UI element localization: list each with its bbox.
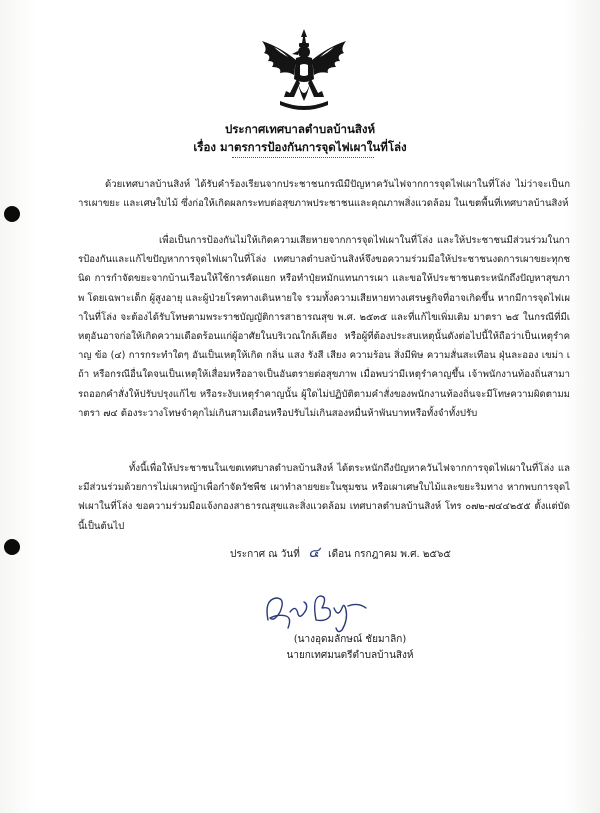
- announcement-subject: เรื่อง มาตรการป้องกันการจุดไฟเผาในที่โล่ง: [193, 140, 407, 154]
- garuda-emblem-icon: [258, 27, 350, 115]
- date-day-handwritten: ๔: [308, 543, 320, 561]
- signer-position: นายกเทศมนตรีตำบลบ้านสิงห์: [286, 650, 414, 661]
- date-line: [230, 540, 590, 564]
- paragraph-3: ทั้งนี้เพื่อให้ประชาชนในเขตเทศบาลตำบลบ้านสิงห์ ได้ตระหนักถึงปัญหาควันไฟจากการจุดไฟเผาในที่โล่ง และมีส่วนร่วมด้วยการไม่เผาหญ้าเพื่อกำจัดวัชพืช เผาทำลายขยะในชุมชน หรือเผาเศษใบไม้และขยะริมทาง หากพบการจุดไฟเผาในที่โล่ง ขอความร่วมมือแจ้งกองสาธารณสุขและสิ่งแวดล้อม เทศบาลตำบลบ้านสิงห์ โทร ๐๗๒-๗๔๔๒๕๕ ตั้งแต่บัดนี้เป็นต้นไป: [78, 463, 570, 532]
- date-month-year: เดือน กรกฎาคม พ.ศ. ๒๕๖๕: [328, 549, 451, 560]
- signer-block: [250, 632, 450, 664]
- date-prefix: ประกาศ ณ วันที่: [230, 549, 300, 560]
- signer-name: (นางอุดมลักษณ์ ชัยมาลิก): [293, 634, 407, 645]
- paragraph-2: เพื่อเป็นการป้องกันไม่ให้เกิดความเสียหายจากการจุดไฟเผาในที่โล่ง และให้ประชาชนมีส่วนร่วมในการป้องกันและแก้ไขปัญหาการจุดไฟเผาในที่โล่ง เทศบาลตำบลบ้านสิงห์จึงขอความร่วมมือให้ประชาชนงดการเผาขยะทุกชนิด การกำจัดขยะจากบ้านเรือนให้ใช้การคัดแยก หรือทำปุ๋ยหมักแทนการเผา และขอให้ประชาชนตระหนักถึงปัญหาสุขภาพ โดยเฉพาะเด็ก ผู้สูงอายุ และผู้ป่วยโรคทางเดินหายใจ รวมทั้งความเสียหายทางเศรษฐกิจที่อาจเกิดขึ้น หากมีการจุดไฟเผาในที่โล่ง จะต้องได้รับโทษตามพระราชบัญญัติการสาธารณสุข พ.ศ. ๒๕๓๕ และที่แก้ไขเพิ่มเติม มาตรา ๒๕ ในกรณีที่มีเหตุอันอาจก่อให้เกิดความเดือดร้อนแก่ผู้อาศัยในบริเวณใกล้เคียง หรือผู้ที่ต้องประสบเหตุนั้นดังต่อไปนี้ให้ถือว่าเป็นเหตุรำคาญ ข้อ (๔) การกระทำใดๆ อันเป็นเหตุให้เกิด กลิ่น แสง รังสี เสียง ความร้อน สิ่งมีพิษ ความสั่นสะเทือน ฝุ่นละออง เขม่า เถ้า หรือกรณีอื่นใดจนเป็นเหตุให้เสื่อมหรืออาจเป็นอันตรายต่อสุขภาพ เมื่อพบว่ามีเหตุรำคาญขึ้น เจ้าพนักงานท้องถิ่นสามารถออกคำสั่งให้ปรับปรุงแก้ไข หรือระงับเหตุรำคาญนั้น ผู้ใดไม่ปฏิบัติตามคำสั่งของพนักงานท้องถิ่นจะมีโทษความผิดตามมาตรา ๗๔ ต้องระวางโทษจำคุกไม่เกินสามเดือนหรือปรับไม่เกินสองหมื่นห้าพันบาทหรือทั้งจำทั้งปรับ: [78, 235, 570, 419]
- punch-hole-top: [4, 206, 20, 222]
- punch-hole-bottom: [4, 539, 20, 555]
- title-divider: [232, 157, 374, 158]
- paragraph-1: ด้วยเทศบาลบ้านสิงห์ ได้รับคำร้องเรียนจากประชาชนกรณีมีปัญหาควันไฟจากการจุดไฟเผาในที่โล่ง ไม่ว่าจะเป็นการเผาขยะ และเศษใบไม้ ซึ่งก่อให้เกิดผลกระทบต่อสุขภาพประชาชนและคุณภาพสิ่งแวดล้อม ในเขตพื้นที่เทศบาลบ้านสิงห์: [78, 179, 570, 210]
- signature-image: [258, 590, 378, 634]
- announcement-title: ประกาศเทศบาลตำบลบ้านสิงห์: [224, 122, 376, 136]
